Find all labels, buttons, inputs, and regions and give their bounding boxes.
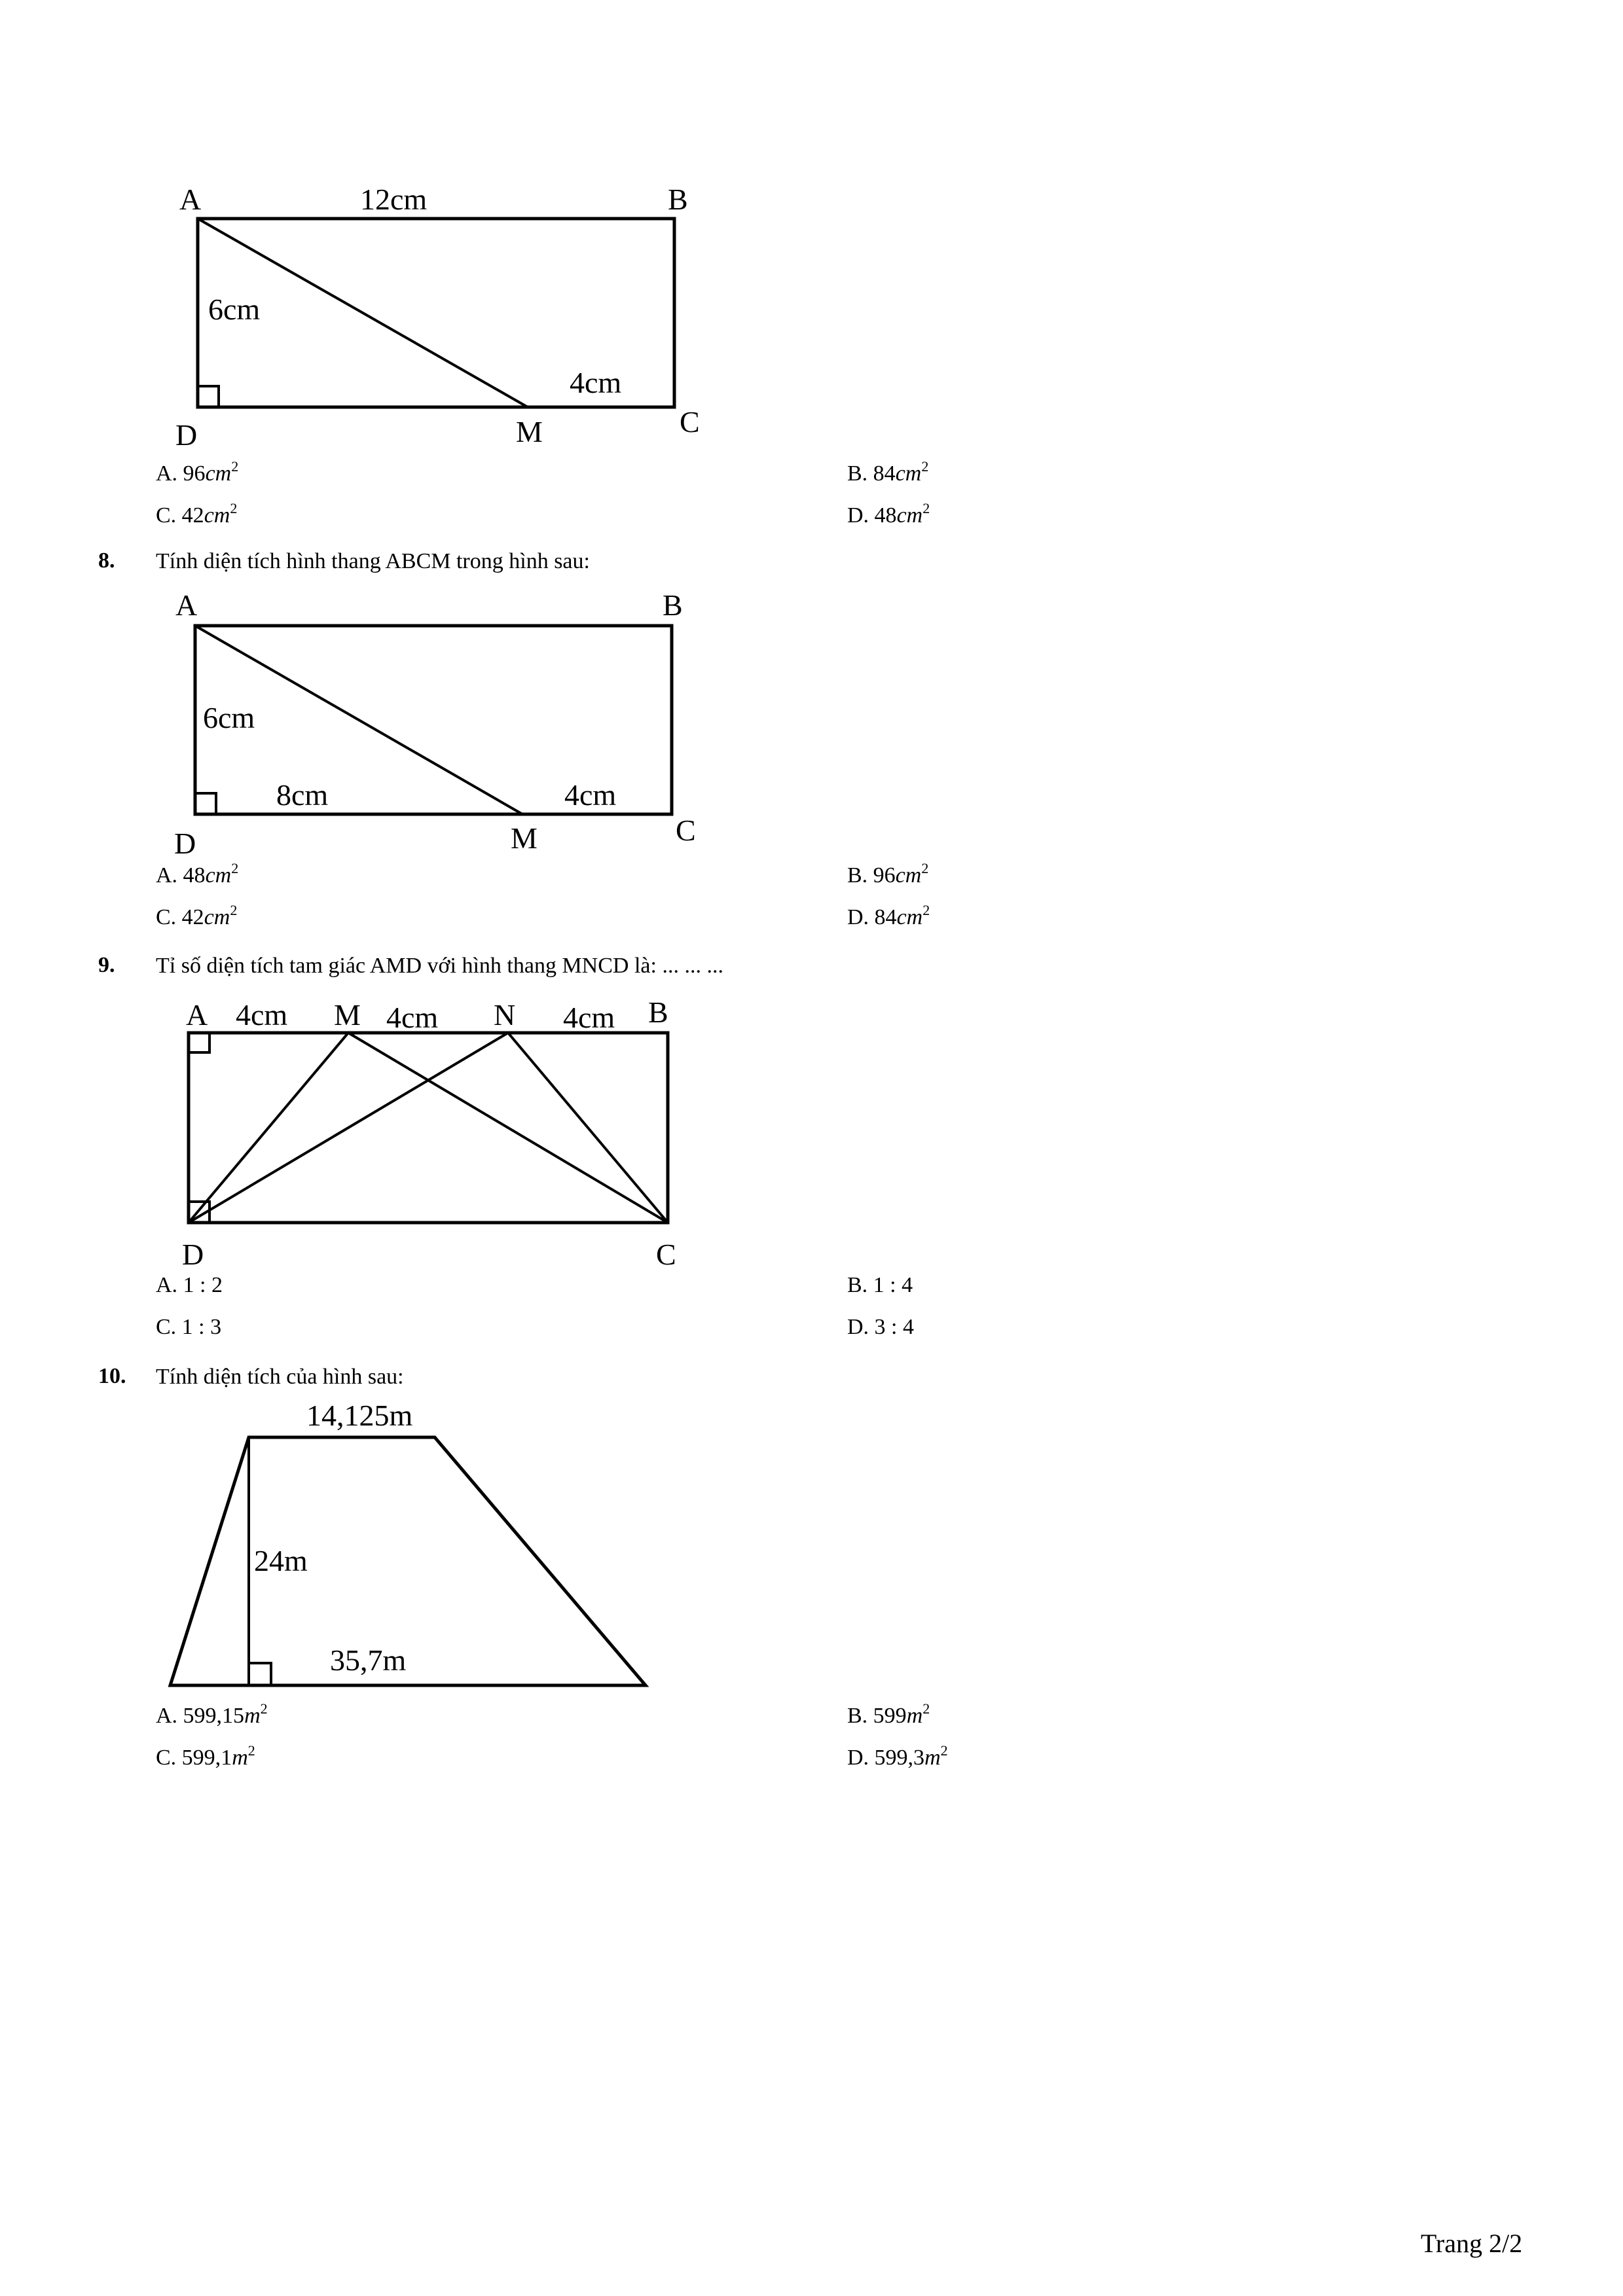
q7-label-mc: 4cm bbox=[570, 366, 622, 399]
q8-label-b: B bbox=[663, 588, 683, 622]
q10-number: 10. bbox=[98, 1364, 126, 1388]
q9-line-nc bbox=[508, 1033, 668, 1223]
q9-rectangle bbox=[189, 1033, 668, 1223]
q7-option-b: B. $84cm^2$ bbox=[847, 458, 929, 486]
q8-label-dm: 8cm bbox=[276, 778, 329, 812]
q8-label-d: D bbox=[174, 827, 196, 860]
q7-label-a: A bbox=[179, 183, 202, 216]
q9-line-dn bbox=[189, 1033, 508, 1223]
q7-label-b: B bbox=[668, 183, 688, 216]
q9-label-mn: 4cm bbox=[386, 1001, 439, 1034]
q9-option-d: D. 3 : 4 bbox=[847, 1315, 914, 1339]
q7-label-c: C bbox=[680, 405, 700, 439]
q10-question: Tính diện tích của hình sau: bbox=[156, 1365, 404, 1389]
q8-option-d: D. $84cm^2$ bbox=[847, 902, 930, 929]
q7-right-angle-marker bbox=[198, 386, 219, 407]
q9-label-nb: 4cm bbox=[563, 1001, 615, 1034]
q9-label-a: A bbox=[186, 998, 208, 1031]
q9-label-m: M bbox=[334, 998, 361, 1031]
q10-option-b: B. $599m^2$ bbox=[847, 1700, 930, 1728]
q9-label-d: D bbox=[182, 1238, 204, 1270]
q8-label-left: 6cm bbox=[203, 701, 255, 734]
q7-figure bbox=[170, 170, 720, 458]
q10-option-c: C. $599,1m^2$ bbox=[156, 1742, 255, 1770]
q8-option-c: C. $42cm^2$ bbox=[156, 902, 238, 929]
q9-figure bbox=[170, 982, 720, 1270]
q10-figure bbox=[164, 1381, 661, 1695]
q7-option-d: D. $48cm^2$ bbox=[847, 500, 930, 528]
q8-option-b: B. $96cm^2$ bbox=[847, 860, 929, 888]
q7-label-d: D bbox=[175, 418, 198, 452]
q9-option-b: B. 1 : 4 bbox=[847, 1273, 913, 1297]
q9-number: 9. bbox=[98, 953, 115, 977]
q8-option-a: A. $48cm^2$ bbox=[156, 860, 239, 888]
q8-figure bbox=[169, 576, 719, 864]
q10-label-height: 24m bbox=[254, 1544, 308, 1577]
q7-option-c: C. $42cm^2$ bbox=[156, 500, 238, 528]
q9-label-am: 4cm bbox=[236, 998, 288, 1031]
q10-option-d: D. $599,3m^2$ bbox=[847, 1742, 948, 1770]
q9-label-b: B bbox=[648, 996, 668, 1029]
q9-label-c: C bbox=[656, 1238, 676, 1270]
q10-label-bottom: 35,7m bbox=[330, 1643, 407, 1677]
q9-option-a: A. 1 : 2 bbox=[156, 1273, 223, 1297]
q7-option-a: A. $96cm^2$ bbox=[156, 458, 239, 486]
q8-label-mc: 4cm bbox=[564, 778, 617, 812]
q8-label-m: M bbox=[511, 821, 538, 855]
q10-trapezoid bbox=[170, 1437, 646, 1685]
q7-label-left: 6cm bbox=[208, 293, 261, 326]
q9-label-n: N bbox=[494, 998, 516, 1031]
q10-label-top: 14,125m bbox=[306, 1399, 413, 1432]
q8-label-a: A bbox=[175, 588, 198, 622]
q10-option-a: A. $599,15m^2$ bbox=[156, 1700, 268, 1728]
q8-label-c: C bbox=[676, 814, 696, 847]
page-number: Trang 2/2 bbox=[1421, 2229, 1523, 2258]
q7-label-top: 12cm bbox=[360, 183, 428, 216]
q8-number: 8. bbox=[98, 548, 115, 573]
q9-question: Tỉ số diện tích tam giác AMD với hình thang MNCD là: ... ... ... bbox=[156, 954, 723, 978]
q9-option-c: C. 1 : 3 bbox=[156, 1315, 222, 1339]
q8-right-angle-marker bbox=[195, 793, 216, 814]
q9-right-angle-marker-a bbox=[189, 1033, 210, 1052]
q8-question: Tính diện tích hình thang ABCM trong hình sau: bbox=[156, 549, 590, 573]
q9-line-dm bbox=[189, 1033, 348, 1223]
q10-right-angle-marker bbox=[249, 1663, 271, 1685]
q7-label-m: M bbox=[516, 415, 543, 448]
q9-line-mc bbox=[348, 1033, 668, 1223]
